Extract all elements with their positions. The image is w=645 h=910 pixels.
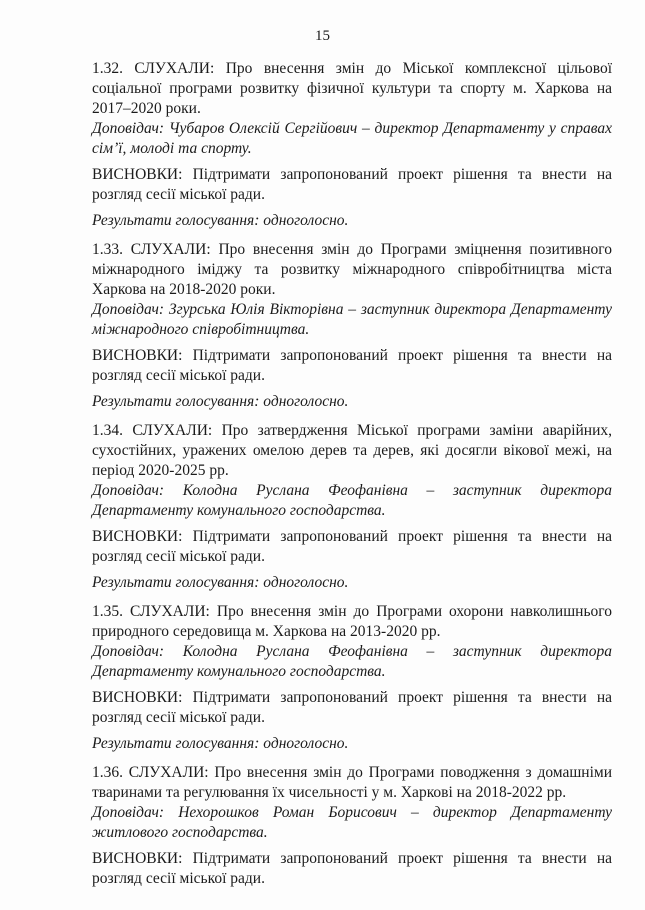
speaker-label: Доповідач: (92, 301, 165, 318)
topic-paragraph (92, 763, 612, 803)
conclusions-label: ВИСНОВКИ: (92, 347, 183, 364)
conclusions-label: ВИСНОВКИ: (92, 689, 183, 706)
speaker-paragraph (92, 642, 612, 682)
conclusions-label: ВИСНОВКИ: (92, 528, 183, 545)
conclusions-text: Підтримати запропонований проект рішення та внести на розгляд сесії міської ради. (92, 347, 612, 384)
speaker-paragraph (92, 119, 612, 159)
document-content (0, 46, 645, 889)
topic-paragraph (92, 59, 612, 119)
item-heading: 1.36. СЛУХАЛИ: (92, 764, 209, 781)
speaker-label: Доповідач: (92, 804, 165, 821)
conclusions-paragraph (92, 527, 612, 567)
conclusions-text: Підтримати запропонований проект рішення та внести на розгляд сесії міської ради. (92, 689, 612, 726)
agenda-item-1-36 (92, 763, 612, 889)
conclusions-paragraph (92, 165, 612, 205)
conclusions-text: Підтримати запропонований проект рішення та внести на розгляд сесії міської ради. (92, 166, 612, 203)
topic-paragraph (92, 240, 612, 300)
speaker-label: Доповідач: (92, 482, 165, 499)
topic-text: Про внесення змін до Програми зміцнення позитивного міжнародного іміджу та розвитку міжнародного співробітництва міста Харкова на 2018-2020 роки. (92, 241, 612, 298)
conclusions-paragraph (92, 688, 612, 728)
vote-result: Результати голосування: одноголосно. (92, 393, 349, 410)
page-number: 15 (315, 28, 330, 44)
topic-text: Про внесення змін до Програми поводження з домашніми тваринами та регулювання їх чисельності у м. Харкові на 2018-2022 рр. (92, 764, 613, 801)
speaker-paragraph (92, 300, 612, 340)
topic-text: Про затвердження Міської програми заміни аварійних, сухостійних, уражених омелою дерев та дерев, які досягли вікової межі, на період 2020-2025 рр. (92, 422, 613, 479)
agenda-item-1-34 (92, 421, 612, 593)
conclusions-text: Підтримати запропонований проект рішення та внести на розгляд сесії міської ради. (92, 528, 612, 565)
conclusions-label: ВИСНОВКИ: (92, 166, 183, 183)
speaker-paragraph (92, 481, 612, 521)
topic-text: Про внесення змін до Програми охорони навколишнього природного середовища м. Харкова на 2013-2020 рр. (92, 603, 613, 640)
item-heading: 1.34. СЛУХАЛИ: (92, 422, 213, 439)
speaker-text: Чубаров Олексій Сергійович – директор Департаменту у справах сім’ї, молоді та спорту. (92, 120, 612, 157)
speaker-text: Згурська Юлія Вікторівна – заступник директора Департаменту міжнародного співробітництва. (92, 301, 612, 338)
vote-result: Результати голосування: одноголосно. (92, 212, 349, 229)
item-heading: 1.32. СЛУХАЛИ: (92, 60, 215, 77)
item-heading: 1.35. СЛУХАЛИ: (92, 603, 210, 620)
speaker-text: Колодна Руслана Феофанівна – заступник директора Департаменту комунального господарства. (92, 643, 613, 680)
speaker-paragraph (92, 803, 612, 843)
topic-paragraph (92, 602, 612, 642)
topic-text: Про внесення змін до Міської комплексної цільової соціальної програми розвитку фізичної культури та спорту м. Харкова на 2017–2020 роки. (92, 60, 613, 117)
speaker-text: Нехорошков Роман Борисович – директор Департаменту житлового господарства. (92, 804, 613, 841)
speaker-label: Доповідач: (92, 120, 165, 137)
conclusions-text: Підтримати запропонований проект рішення та внести на розгляд сесії міської ради. (92, 850, 612, 887)
topic-paragraph (92, 421, 612, 481)
agenda-item-1-35 (92, 602, 612, 754)
item-heading: 1.33. СЛУХАЛИ: (92, 241, 211, 258)
conclusions-paragraph (92, 346, 612, 386)
agenda-item-1-33 (92, 240, 612, 412)
conclusions-label: ВИСНОВКИ: (92, 850, 183, 867)
agenda-item-1-32 (92, 59, 612, 231)
conclusions-paragraph (92, 849, 612, 889)
vote-result: Результати голосування: одноголосно. (92, 735, 349, 752)
speaker-label: Доповідач: (92, 643, 165, 660)
vote-result: Результати голосування: одноголосно. (92, 574, 349, 591)
speaker-text: Колодна Руслана Феофанівна – заступник директора Департаменту комунального господарства. (92, 482, 613, 519)
